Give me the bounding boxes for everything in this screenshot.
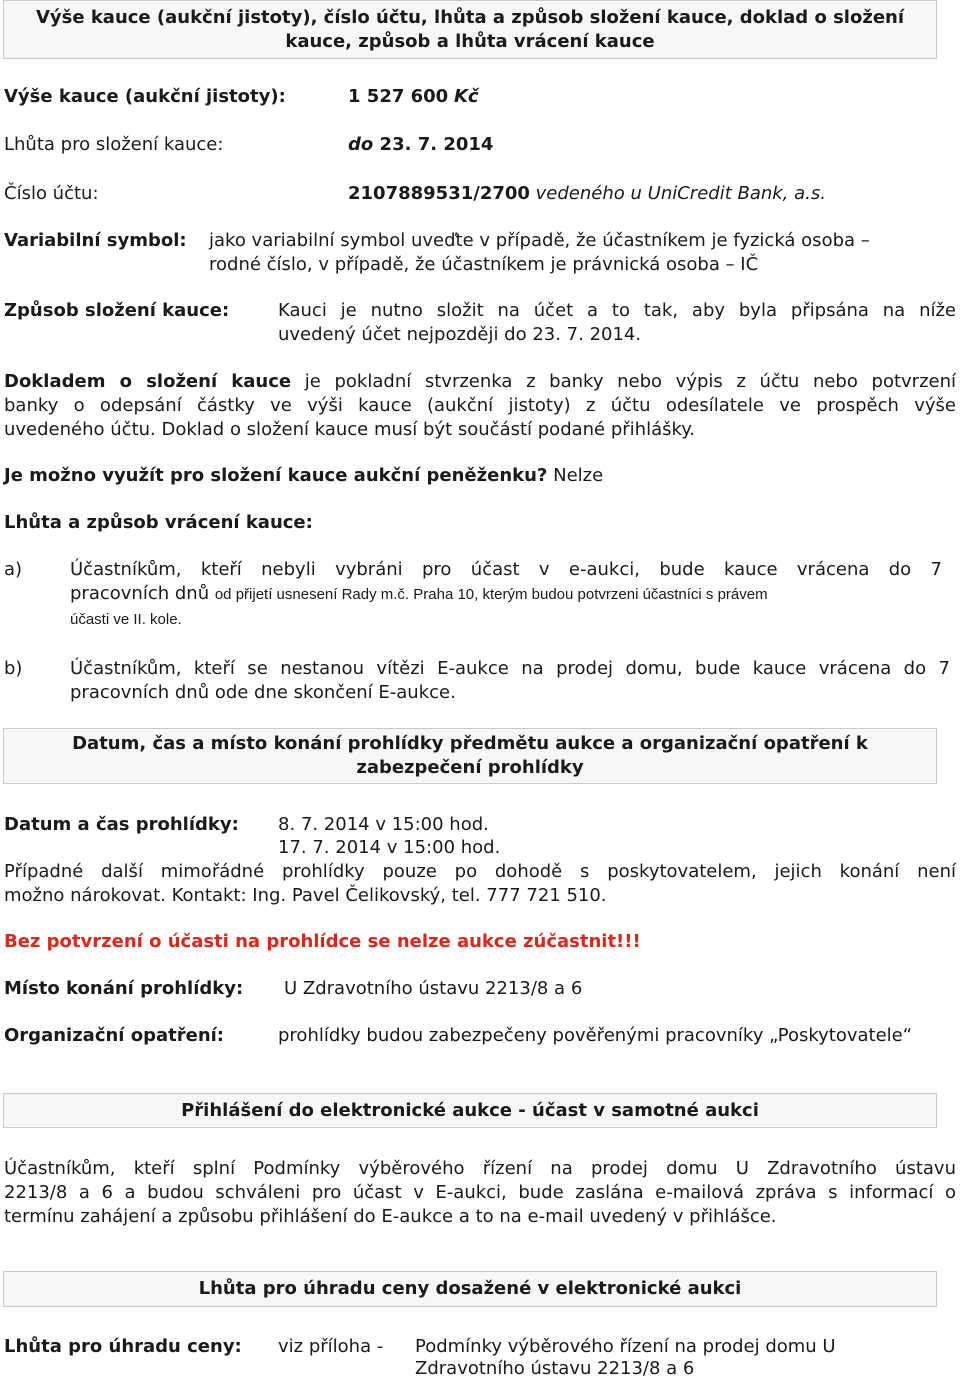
- section-header-prohlidka-text: Datum, čas a místo konání prohlídky předmětu aukce a organizační opatření k zabezpečení prohlídky: [72, 733, 868, 778]
- refund-item-b-marker: b): [4, 658, 23, 679]
- org-measures-label: Organizační opatření:: [4, 1025, 225, 1046]
- variable-symbol-label: Variabilní symbol:: [4, 230, 187, 251]
- registration-paragraph: [4, 1157, 956, 1229]
- kauce-amount-unit: Kč: [453, 86, 479, 107]
- kauce-deadline-prefix: do: [348, 134, 374, 155]
- kauce-deadline-value: [348, 134, 493, 155]
- refund-item-a-line2a: pracovních dnů: [70, 583, 210, 604]
- kauce-amount-number: 1 527 600: [348, 86, 449, 107]
- account-label: Číslo účtu:: [4, 183, 99, 204]
- wallet-answer: Nelze: [553, 465, 604, 486]
- viewing-date-label: Datum a čas prohlídky:: [4, 814, 239, 835]
- deposit-proof-line3: uvedeného účtu. Doklad o složení kauce musí být součástí podané přihlášky.: [4, 419, 696, 440]
- extra-viewings-paragraph: [4, 860, 956, 908]
- refund-item-a-line2b: od přijetí usnesení Rady m.č. Praha 10, kterým budou potvrzeni účastníci s právem: [214, 586, 768, 603]
- section-header-prihlaseni-text: Přihlášení do elektronické aukce - účast v samotné aukci: [181, 1099, 759, 1121]
- section-header-uhrada-text: Lhůta pro úhradu ceny dosažené v elektronické aukci: [198, 1278, 742, 1299]
- refund-item-b-line2: pracovních dnů ode dne skončení E-aukce.: [70, 682, 456, 703]
- deposit-method-line2: uvedený účet nejpozději do 23. 7. 2014.: [278, 324, 642, 345]
- viewing-date-1: 8. 7. 2014 v 15:00 hod.: [278, 814, 489, 835]
- refund-item-a-line1-text: Účastníkům, kteří nebyli vybráni pro účast v e-aukci, bude kauce vrácena do 7: [70, 559, 942, 580]
- kauce-deadline-date: 23. 7. 2014: [379, 134, 494, 155]
- registration-line2: 2213/8 a 6 a budou schváleni pro účast v E-aukci, bude zaslána e-mailová zpráva s informací o: [4, 1182, 956, 1203]
- deposit-proof-rest: je pokladní stvrzenka z banky nebo výpis z účtu nebo potvrzení: [291, 371, 956, 392]
- deposit-method-line1: [278, 300, 956, 321]
- deposit-method-label: Způsob složení kauce:: [4, 300, 230, 321]
- section-header-prohlidka: [3, 728, 937, 784]
- refund-label: Lhůta a způsob vrácení kauce:: [4, 512, 313, 533]
- refund-item-b-line1: [70, 658, 950, 679]
- extra-viewings-line1: Případné další mimořádné prohlídky pouze po dohodě s poskytovatelem, jejich konání není: [4, 861, 956, 882]
- section-header-uhrada: [3, 1271, 937, 1307]
- kauce-amount-value: [348, 86, 479, 107]
- refund-item-a-line3: účasti ve II. kole.: [70, 611, 182, 628]
- account-bank: vedeného u UniCredit Bank, a.s.: [535, 183, 826, 204]
- payment-deadline-line1: Podmínky výběrového řízení na prodej domu U: [415, 1336, 836, 1357]
- kauce-amount-label: Výše kauce (aukční jistoty):: [4, 86, 286, 107]
- deposit-method-line1-text: Kauci je nutno složit na účet a to tak, aby byla připsána na níže: [278, 300, 956, 321]
- viewing-warning: Bez potvrzení o účasti na prohlídce se nelze aukce zúčastnit!!!: [4, 931, 641, 952]
- org-measures-value: prohlídky budou zabezpečeny pověřenými pracovníky „Poskytovatele“: [278, 1025, 913, 1046]
- deposit-proof-line1: [4, 370, 956, 394]
- section-header-prihlaseni: [3, 1093, 937, 1128]
- extra-viewings-line2: možno nárokovat. Kontakt: Ing. Pavel Čelikovský, tel. 777 721 510.: [4, 885, 607, 906]
- payment-deadline-prefix: viz příloha -: [278, 1336, 384, 1357]
- account-value: [348, 183, 826, 204]
- deposit-proof-paragraph: [4, 370, 956, 442]
- variable-symbol-line1: jako variabilní symbol uveďte v případě, že účastníkem je fyzická osoba –: [209, 230, 870, 251]
- registration-line3: termínu zahájení a způsobu přihlášení do E-aukce a to na e-mail uvedený v přihlášce.: [4, 1206, 777, 1227]
- account-number: 2107889531/2700: [348, 183, 530, 204]
- viewing-place-label: Místo konání prohlídky:: [4, 978, 244, 999]
- variable-symbol-line2: rodné číslo, v případě, že účastníkem je právnická osoba – IČ: [209, 254, 759, 275]
- wallet-question-row: [4, 465, 603, 486]
- payment-deadline-line2: Zdravotního ústavu 2213/8 a 6: [415, 1358, 695, 1379]
- refund-item-a-line2: [70, 583, 768, 604]
- payment-deadline-label: Lhůta pro úhradu ceny:: [4, 1336, 242, 1357]
- refund-item-a-marker: a): [4, 559, 23, 580]
- kauce-deadline-label: Lhůta pro složení kauce:: [4, 134, 224, 155]
- deposit-proof-bold: Dokladem o složení kauce: [4, 371, 292, 392]
- section-header-kauce-text: Výše kauce (aukční jistoty), číslo účtu, lhůta a způsob složení kauce, doklad o složení kauce, způsob a lhůta vrácení kauce: [35, 6, 905, 52]
- wallet-question: Je možno využít pro složení kauce aukční peněženku?: [4, 465, 548, 486]
- registration-line1: Účastníkům, kteří splní Podmínky výběrového řízení na prodej domu U Zdravotního ústavu: [4, 1158, 956, 1179]
- viewing-date-2: 17. 7. 2014 v 15:00 hod.: [278, 837, 501, 858]
- deposit-proof-line2: banky o odepsání částky ve výši kauce (aukční jistoty) z účtu odesílatele ve prospěch výše: [4, 395, 956, 416]
- refund-item-b-line1-text: Účastníkům, kteří se nestanou vítězi E-aukce na prodej domu, bude kauce vrácena do 7: [70, 658, 950, 679]
- refund-item-a-line1: [70, 559, 942, 580]
- viewing-place-value: U Zdravotního ústavu 2213/8 a 6: [284, 978, 583, 999]
- section-header-kauce: [3, 0, 937, 59]
